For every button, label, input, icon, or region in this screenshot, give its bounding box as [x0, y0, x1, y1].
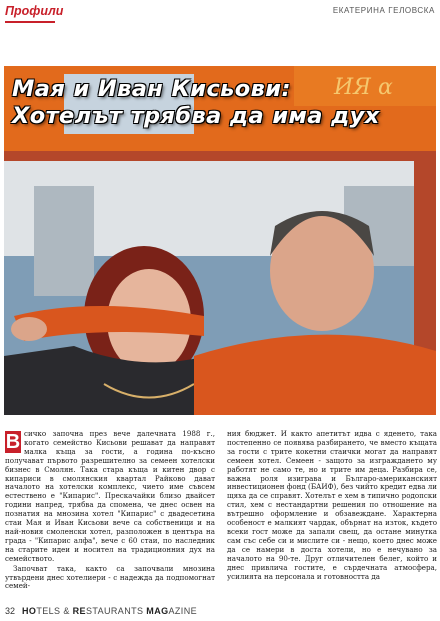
author-byline: ЕКАТЕРИНА ГЕЛОВСКА [332, 6, 435, 15]
balcony-rail [4, 151, 436, 161]
section-rule [5, 21, 55, 23]
article-body [5, 430, 437, 600]
headline-line-2: Хотелът трябва да има дух [12, 103, 380, 129]
article-paragraph [5, 430, 215, 564]
page-footer [0, 604, 440, 620]
magazine-name-text: STAURANTS [85, 606, 147, 616]
page-header [0, 0, 440, 28]
magazine-name-text: TELS & [36, 606, 73, 616]
window-left [34, 186, 94, 296]
hotel-sign-text: ИЯ α [334, 75, 393, 100]
paragraph-text: сичко започна през вече далечната 1988 г., когато семейство Кисьови решават да направят малка къща за гости, а година по-късно получават първото разрешително за семеен хотелски бизнес в Смолян. Така стара къща и китен двор с кипариси в смолянския квартал Райково дават началото на хотелски комплекс, чието име съвсем естествено е "Кипарис". Прескачайки близо двайсет години напред, трябва да спомена, че днес освен на познатия на мнозина хотел "Кипарис" с двадесетина стаи Мая и Иван Кисьови вече са собственици и на най-новия смоленски хотел, разположен в центъра на града - "Кипарис алфа", вече с 60 стаи, по наследник на старите идеи и носител на традиционния дух на семейството. [5, 429, 215, 563]
drop-cap: В [5, 431, 21, 453]
article-column-right [227, 430, 437, 581]
magazine-name [22, 606, 197, 616]
magazine-name-bold: MAG [146, 606, 169, 616]
magazine-name-bold: RE [72, 606, 86, 616]
man-shirt [194, 335, 436, 415]
article-paragraph: ния бюджет. И както апетитът идва с яденето, така постепенно се появява разбирането, че вместо къщата за гости с трите кокетни стаички могат да направят семеен хотел. Семеен - защото за изграждането му работят не само те, но и трите им деца. Разбира се, важна роля изиграва и Българо-американският инвестиционен фонд (БАИФ), без чийто кредит едва ли щяха да се справят. Хотелът е хем в типично родопски стил, хем с нестандартни решения по отношение на вътрешно оформление и обзавеждане. Характерна особеност е малкият чардак, обърнат на изток, където всеки гост може да запали свещ, да остане минутка сам със себе си и мислите си - нещо, което днес може да се намери в доста хотели, но е нечувано за началото на 90-те. Друг отличителен белег, който и днес привлича гостите, е сърдечната атмосфера, усилията на персонала и готовността да [227, 429, 437, 581]
page-number: 32 [5, 606, 16, 616]
man-hand [11, 317, 47, 341]
magazine-name-bold: HO [22, 606, 37, 616]
article-column-left [5, 430, 215, 591]
section-tag: Профили [5, 4, 64, 18]
article-paragraph: Започват така, както са започвали мнозина утвърдени днес хотелиери - с надежда да подпомогнат семей- [5, 563, 215, 591]
magazine-name-text: AZINE [168, 606, 198, 616]
headline-line-1: Мая и Иван Кисьови: [12, 76, 291, 102]
article-headline [12, 76, 432, 130]
